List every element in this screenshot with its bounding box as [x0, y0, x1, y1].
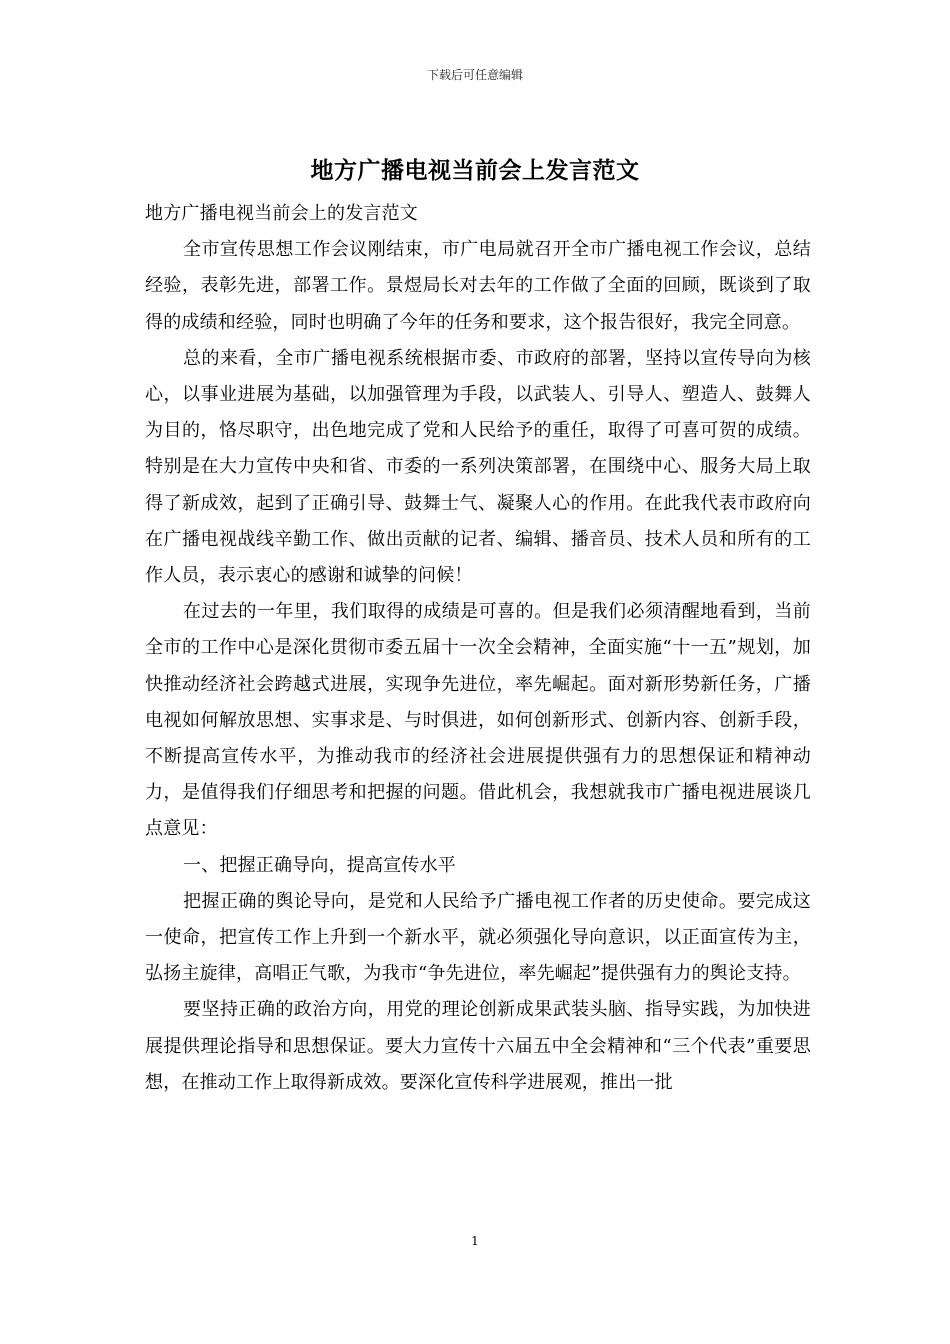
paragraph: 全市宣传思想工作会议刚结束，市广电局就召开全市广播电视工作会议，总结经验，表彰先进，部署工作。景煜局长对去年的工作做了全面的回顾，既谈到了取得的成绩和经验，同时也明确了今年的任务和要求，这个报告很好，我完全同意。: [145, 239, 811, 333]
page-number: 1: [471, 1234, 479, 1248]
document-subtitle: 地方广播电视当前会上的发言范文: [145, 203, 418, 224]
document-body: [145, 196, 811, 1101]
paragraph: 把握正确的舆论导向，是党和人民给予广播电视工作者的历史使命。要完成这一使命，把宣传工作上升到一个新水平，就必须强化导向意识，以正面宣传为主，弘扬主旋律，高唱正气歌，为我市“争先进位，率先崛起”提供强有力的舆论支持。: [145, 890, 811, 985]
paragraph: 在过去的一年里，我们取得的成绩是可喜的。但是我们必须清醒地看到，当前全市的工作中心是深化贯彻市委五届十一次全会精神，全面实施“十一五”规划，加快推动经济社会跨越式进展，实现争先进位，率先崛起。面对新形势新任务，广播电视如何解放思想、实事求是、与时俱进，如何创新形式、创新内容、创新手段，不断提高宣传水平，为推动我市的经济社会进展提供强有力的思想保证和精神动力，是值得我们仔细思考和把握的问题。借此机会，我想就我市广播电视进展谈几点意见：: [145, 601, 811, 840]
page-header: 下载后可任意编辑: [426, 68, 523, 82]
document-title: 地方广播电视当前会上发言范文: [310, 157, 640, 184]
paragraph: 要坚持正确的政治方向，用党的理论创新成果武装头脑、指导实践，为加快进展提供理论指导和思想保证。要大力宣传十六届五中全会精神和“三个代表”重要思想，在推动工作上取得新成效。要深化宣传科学进展观，推出一批: [145, 999, 811, 1093]
section-heading: 一、把握正确导向，提高宣传水平: [183, 854, 456, 876]
paragraph: 总的来看，全市广播电视系统根据市委、市政府的部署，坚持以宣传导向为核心，以事业进展为基础，以加强管理为手段，以武装人、引导人、塑造人、鼓舞人为目的，恪尽职守，出色地完成了党和人民给予的重任，取得了可喜可贺的成绩。特别是在大力宣传中央和省、市委的一系列决策部署，在围绕中心、服务大局上取得了新成效，起到了正确引导、鼓舞士气、凝聚人心的作用。在此我代表市政府向在广播电视战线辛勤工作、做出贡献的记者、编辑、播音员、技术人员和所有的工作人员，表示衷心的感谢和诚挚的问候！: [145, 347, 811, 587]
